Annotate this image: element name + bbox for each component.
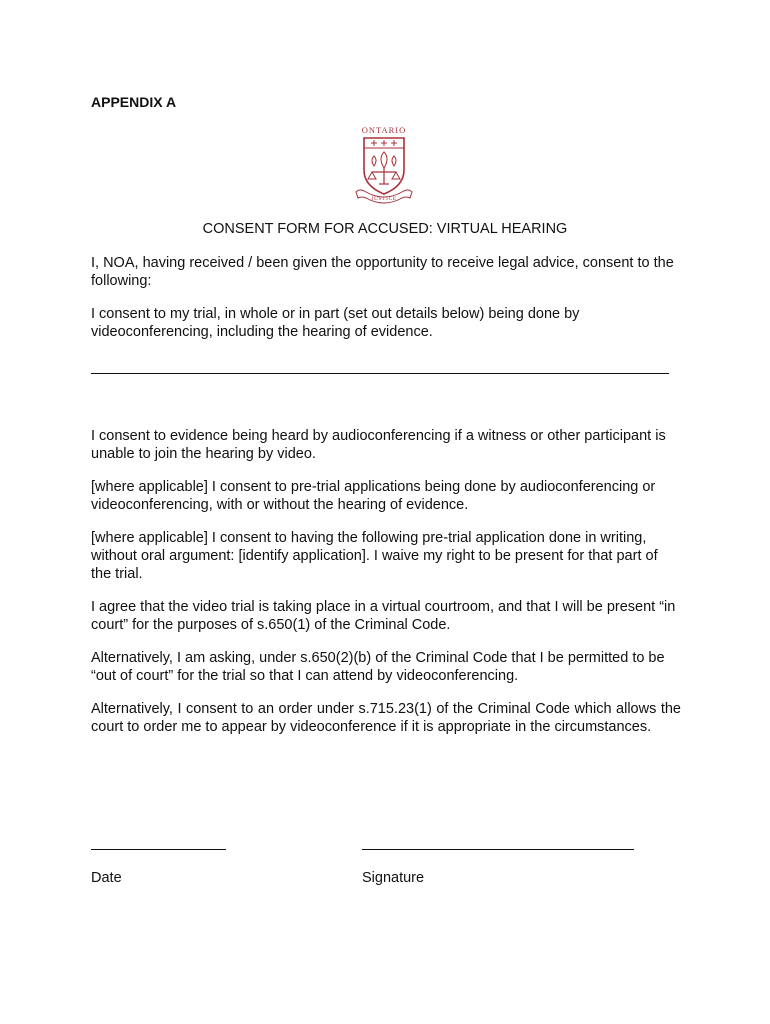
date-label: Date (91, 870, 122, 886)
intro-paragraph: I, NOA, having received / been given the opportunity to receive legal advice, consent to the following: (91, 255, 674, 289)
date-line (91, 849, 226, 850)
crest-top-text: ONTARIO (361, 125, 407, 135)
appendix-heading: APPENDIX A (91, 94, 177, 110)
ontario-coat-of-arms-icon (350, 124, 418, 208)
video-trial-paragraph: I consent to my trial, in whole or in part (set out details below) being done by videoconferencing, including the hearing of evidence. (91, 306, 580, 340)
details-line (91, 373, 669, 374)
crest-motto: JUSTICE (371, 196, 397, 202)
pretrial-applications-paragraph: [where applicable] I consent to pre-trial applications being done by audioconferencing or videoconferencing, with or without the hearing of evidence. (91, 479, 656, 513)
order-715-paragraph: Alternatively, I consent to an order under s.715.23(1) of the Criminal Code which allows the court to order me to appear by videoconference if it is appropriate in the circumstances. (91, 701, 681, 735)
out-of-court-paragraph: Alternatively, I am asking, under s.650(2)(b) of the Criminal Code that I be permitted to be “out of court” for the trial so that I can attend by videoconferencing. (91, 650, 665, 684)
signature-label: Signature (362, 870, 425, 886)
form-title: CONSENT FORM FOR ACCUSED: VIRTUAL HEARING (202, 221, 568, 237)
written-application-paragraph: [where applicable] I consent to having the following pre-trial application done in writing, without oral argument: [identify application]. I waive my right to be present for that part of the trial. (91, 530, 658, 582)
virtual-courtroom-paragraph: I agree that the video trial is taking place in a virtual courtroom, and that I will be present “in court” for the purposes of s.650(1) of the Criminal Code. (91, 599, 676, 633)
audio-evidence-paragraph: I consent to evidence being heard by audioconferencing if a witness or other participant is unable to join the hearing by video. (91, 428, 666, 462)
signature-line (362, 849, 634, 850)
